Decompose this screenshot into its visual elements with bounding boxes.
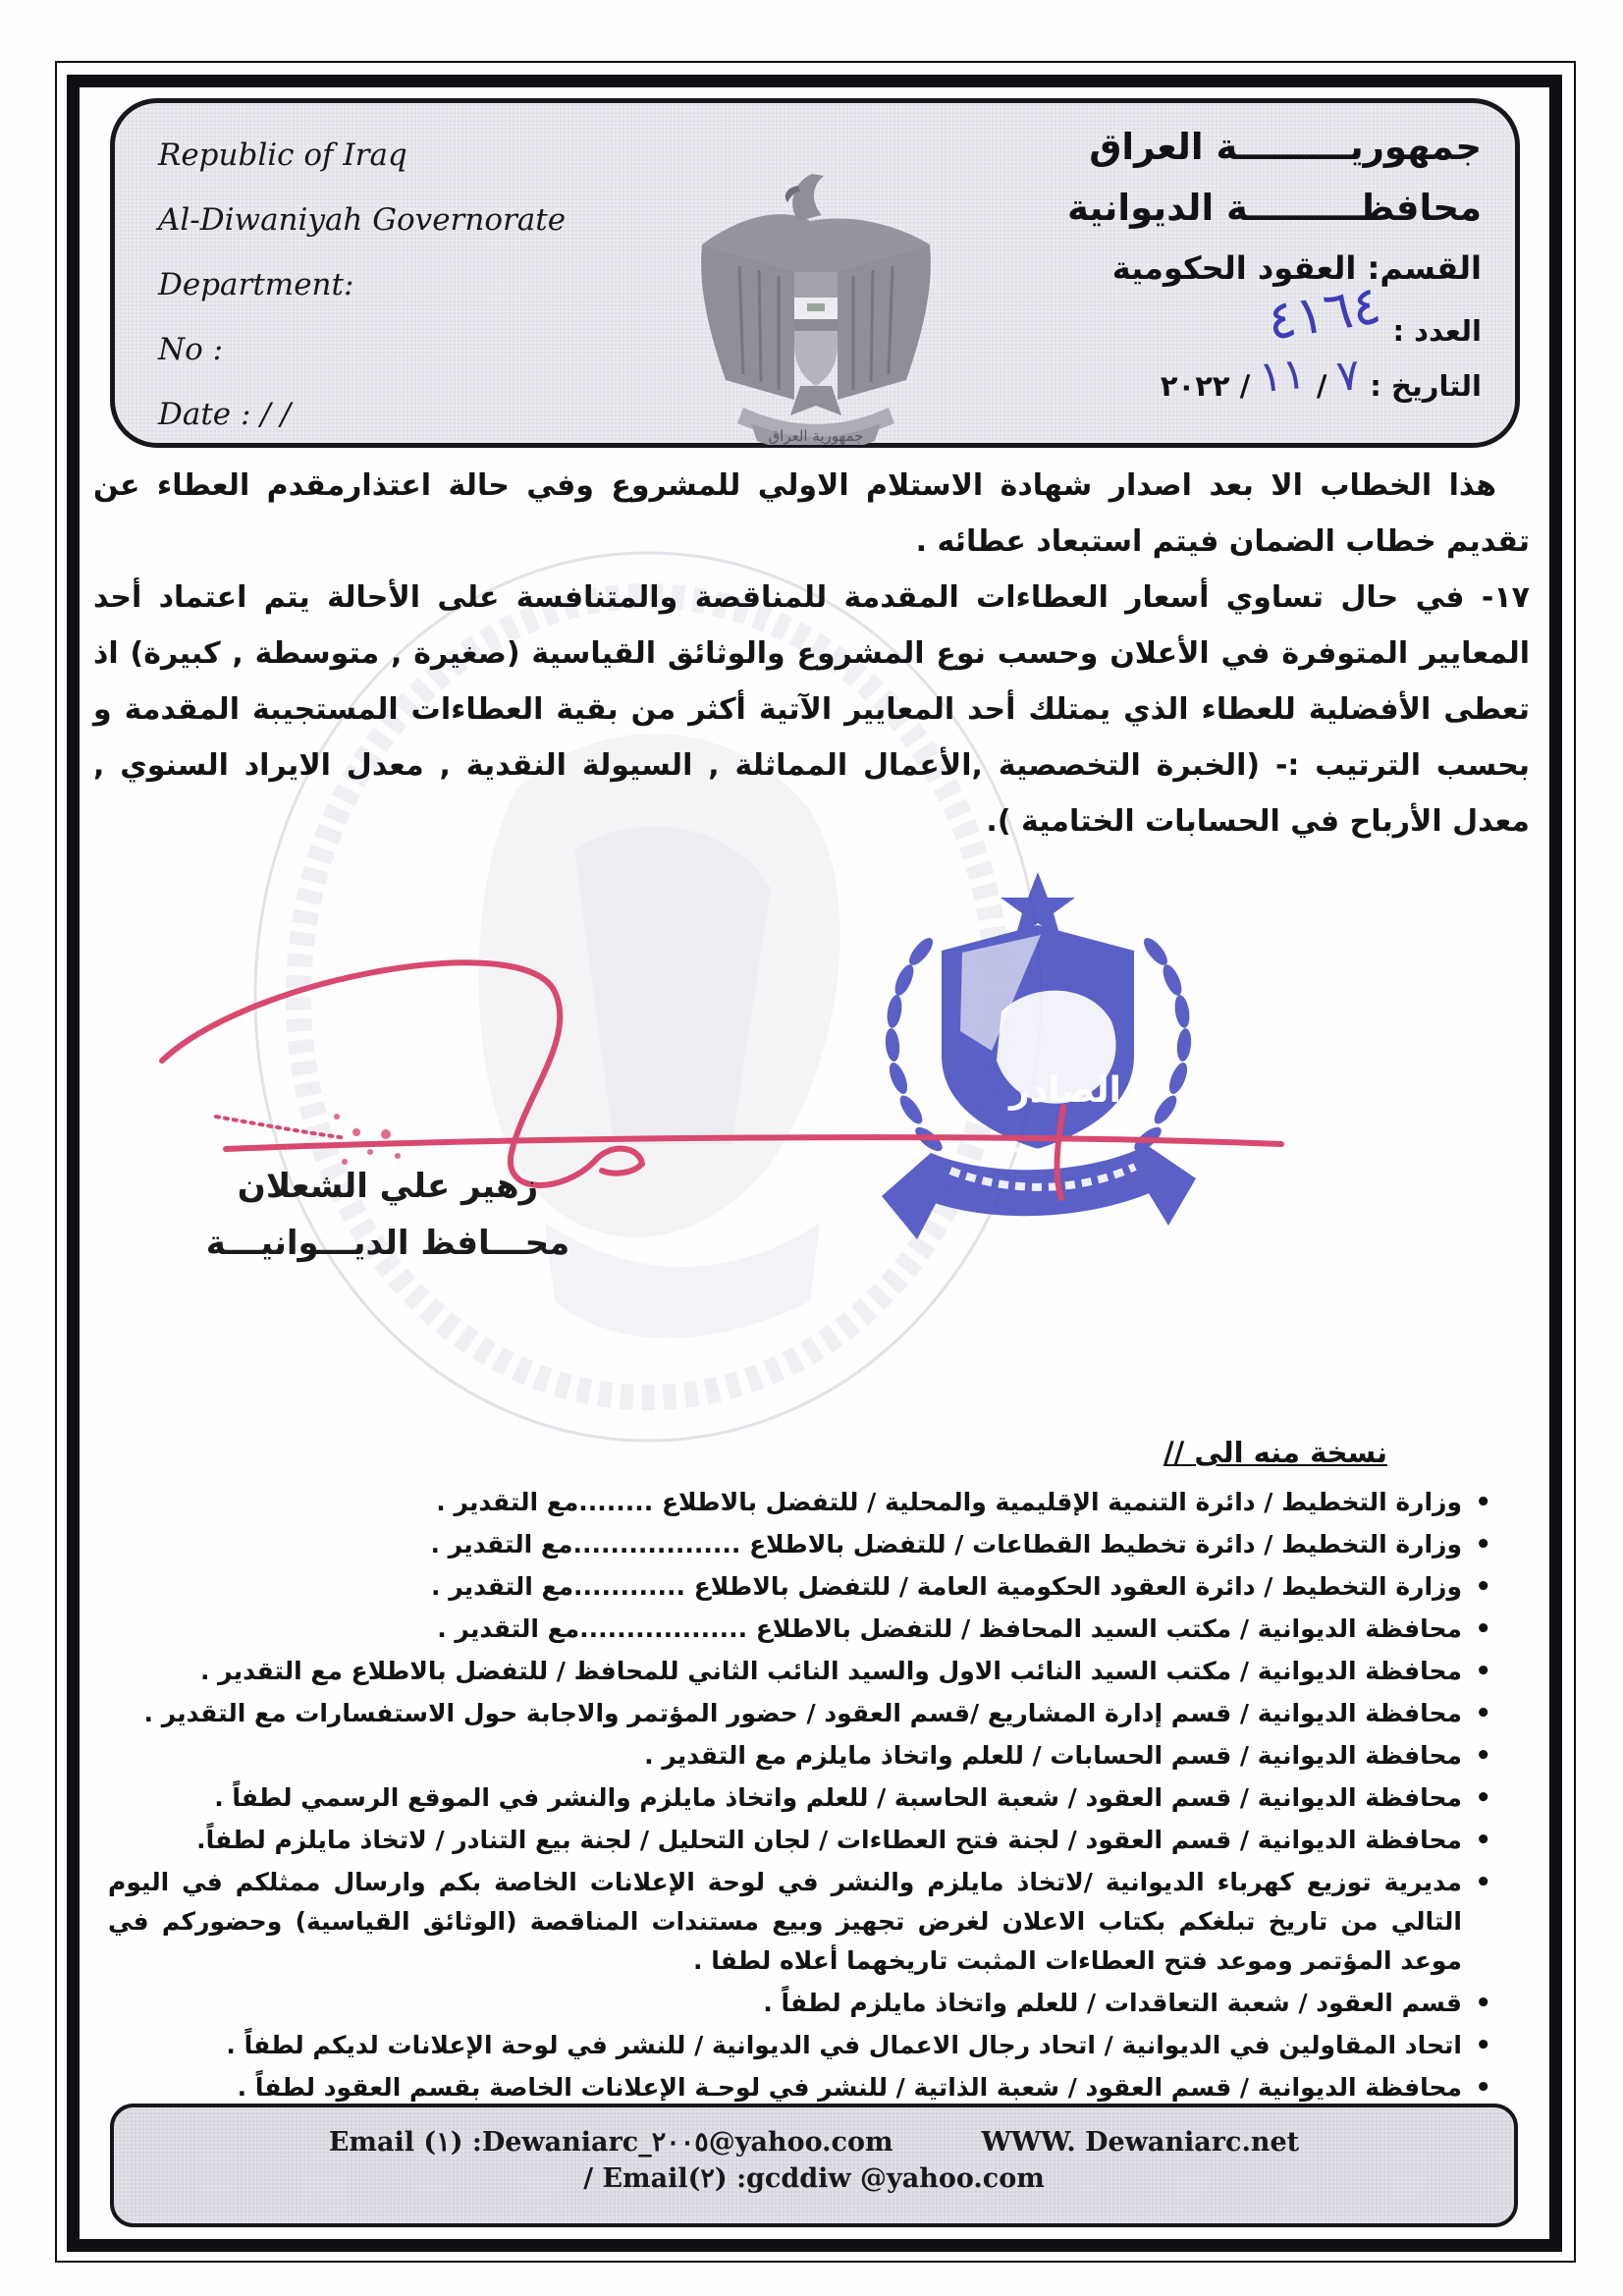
number-row <box>1067 273 1482 356</box>
date-slash: / <box>1316 369 1327 403</box>
distribution-item: • محافظة الديوانية / قسم العقود / شعبة الحاسبة / للعلم واتخاذ مايلزم والنشر في الموقع الرسمي لطفاً . <box>108 1778 1462 1818</box>
footer-email-1: Email (١) :Dewaniarc_٢٠٠٥@yahoo.com <box>328 2127 893 2158</box>
distribution-header: نسخة منه الى // <box>1163 1436 1387 1469</box>
distribution-list <box>108 1483 1495 2107</box>
footer-email-2: / Email(٢) :gcddiw @yahoo.com <box>583 2163 1045 2194</box>
date-year: ٢٠٢٢ <box>1160 369 1230 403</box>
handwritten-number: ٤١٦٤ <box>1263 273 1385 353</box>
distribution-item: • محافظة الديوانية / مكتب السيد المحافظ / للتفضل بالاطلاع ..................مع التقدير . <box>108 1610 1462 1649</box>
english-country: Republic of Iraq <box>158 137 407 173</box>
footer-contact-box <box>110 2104 1518 2227</box>
english-no-label: No : <box>158 332 224 367</box>
arabic-department: القسم: العقود الحكومية <box>1111 249 1482 287</box>
distribution-item: • محافظة الديوانية / قسم الحسابات / للعلم واتخاذ مايلزم مع التقدير . <box>108 1736 1462 1776</box>
distribution-item: • مديرية توزيع كهرباء الديوانية /لاتخاذ مايلزم والنشر في لوحة الإعلانات الخاصة بكم وارسال ممثلكم في اليوم التالي من تاريخ تبلغكم بكتاب الاعلان لغرض تجهيز وبيع مستندات المناقصة (الوثائق القياسية) وحضوركم في موعد المؤتمر وموعد فتح العطاءات المثبت تاريخهما أعلاه لطفا . <box>108 1863 1462 1981</box>
distribution-item: • وزارة التخطيط / دائرة تخطيط القطاعات / للتفضل بالاطلاع ..................مع التقدير . <box>108 1525 1462 1564</box>
letterhead-box <box>110 98 1520 448</box>
footer-line-1 <box>114 2127 1514 2158</box>
iraq-eagle-emblem <box>682 150 949 445</box>
distribution-item: • قسم العقود / شعبة التعاقدات / للعلم واتخاذ مايلزم لطفاً . <box>108 1984 1462 2023</box>
english-date-label: Date : / / <box>158 397 292 432</box>
arabic-governorate: محافظـــــــــة الديوانية <box>1066 187 1482 229</box>
footer-website: WWW. Dewaniarc.net <box>981 2127 1300 2158</box>
arabic-country: جمهوريـــــــــة العراق <box>1089 126 1482 168</box>
signatory-title: محـــافظ الديـــوانيـــة <box>205 1224 570 1263</box>
distribution-item: • محافظة الديوانية / مكتب السيد النائب الاول والسيد النائب الثاني للمحافظ / للتفضل بالاطلاع مع التقدير . <box>108 1652 1462 1691</box>
distribution-item: • محافظة الديوانية / قسم العقود / شعبة الذاتية / للنشر في لوحـة الإعلانات الخاصة بقسم العقود لطفاً . <box>108 2068 1462 2107</box>
signatory-name: زهير علي الشعلان <box>237 1167 539 1206</box>
date-label: التاريخ : <box>1370 369 1482 403</box>
distribution-item: • محافظة الديوانية / قسم إدارة المشاريع /قسم العقود / حضور المؤتمر والاجابة حول الاستفسارات مع التقدير . <box>108 1694 1462 1733</box>
distribution-section <box>108 1436 1495 2110</box>
date-row <box>1067 348 1482 411</box>
number-label: العدد : <box>1392 314 1482 348</box>
distribution-item: • وزارة التخطيط / دائرة العقود الحكومية العامة / للتفضل بالاطلاع ............مع التقدير . <box>108 1567 1462 1607</box>
body-paragraph-17: ١٧- في حال تساوي أسعار العطاءات المقدمة للمناقصة والمتنافسة على الأحالة يتم اعتماد أحد المعايير المتوفرة في الأعلان وحسب نوع المشروع والوثائق القياسية (صغيرة , متوسطة , كبيرة) اذ تعطى الأفضلية للعطاء الذي يمتلك أحد المعايير الآتية أكثر من بقية العطاءات المستجيبة المقدمة و بحسب الترتيب :- (الخبرة التخصصية ,الأعمال المماثلة , السيولة النقدية , معدل الايراد السنوي , معدل الأرباح في الحسابات الختامية ). <box>93 580 1530 839</box>
letterhead-arabic-block <box>1067 117 1482 411</box>
date-slash: / <box>1239 369 1251 403</box>
body-paragraph-1: هذا الخطاب الا بعد اصدار شهادة الاستلام الاولي للمشروع وفي حالة اعتذارمقدم العطاء عن تقديم خطاب الضمان فيتم استبعاد عطائه . <box>93 468 1530 559</box>
english-governorate: Al-Diwaniyah Governorate <box>158 202 567 238</box>
distribution-item: • اتحاد المقاولين في الديوانية / اتحاد رجال الاعمال في الديوانية / للنشر في لوحة الإعلانات لديكم لطفاً . <box>108 2026 1462 2065</box>
stamp-center-text: الصادر <box>1008 1070 1122 1111</box>
letter-body <box>93 458 1530 849</box>
letterhead-english-block <box>158 123 566 447</box>
distribution-item: • محافظة الديوانية / قسم العقود / لجنة فتح العطاءات / لجان التحليل / لجنة بيع التنادر / لاتخاذ مايلزم لطفاً. <box>108 1821 1462 1860</box>
distribution-item: • وزارة التخطيط / دائرة التنمية الإقليمية والمحلية / للتفضل بالاطلاع ........مع التقدير . <box>108 1483 1462 1522</box>
handwritten-day: ٧ <box>1333 349 1363 403</box>
english-department-label: Department: <box>158 267 354 302</box>
emblem-scroll-text: جمهورية العراق <box>768 427 864 445</box>
handwritten-month: ١١ <box>1257 348 1309 404</box>
